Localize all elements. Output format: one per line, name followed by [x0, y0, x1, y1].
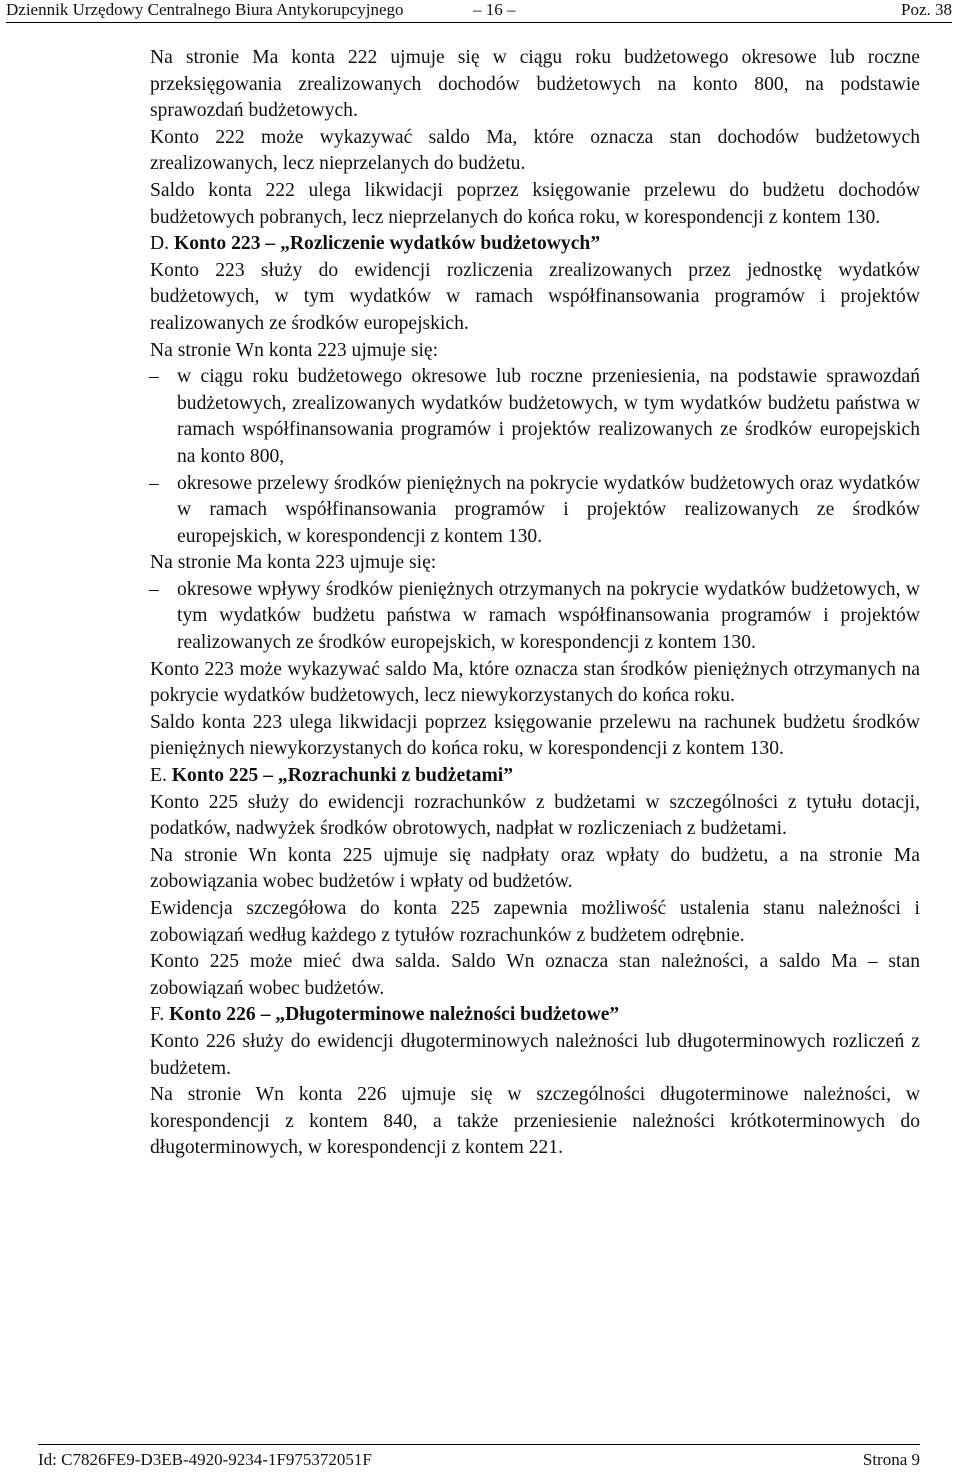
list-item-text: w ciągu roku budżetowego okresowe lub roczne przeniesienia, na podstawie sprawozdań budżetowych, zrealizowanych wydatków budżetowych, w tym wydatków budżetu państwa w ramach współfinansowania programów i projektów realizowanych ze środków europejskich na konto 800,: [177, 366, 920, 467]
paragraph: Na stronie Ma konta 222 ujmuje się w ciągu roku budżetowego okresowe lub roczne przeksięgowania zrealizowanych dochodów budżetowych na konto 800, na podstawie sprawozdań budżetowych.: [150, 47, 920, 122]
page-number: – 16 –: [473, 0, 516, 19]
list-item-text: okresowe przelewy środków pieniężnych na pokrycie wydatków budżetowych oraz wydatków w ramach współfinansowania programów i projektów realizowanych ze środków europejskich, w korespondencji z kontem 130.: [177, 472, 920, 547]
list-item: [150, 471, 920, 551]
paragraph: Saldo konta 222 ulega likwidacji poprzez księgowanie przelewu do budżetu dochodów budżetowych pobranych, lecz nieprzelanych do końca roku, w korespondencji z kontem 130.: [150, 179, 920, 228]
page-header: [6, 0, 952, 23]
list-heading: Na stronie Ma konta 223 ujmuje się:: [150, 552, 437, 574]
page-indicator: Strona 9: [862, 1450, 920, 1469]
section-title: Konto 223 – „Rozliczenie wydatków budżetowych”: [173, 233, 601, 255]
section-letter: E.: [150, 765, 167, 787]
position-number: Poz. 38: [901, 0, 952, 19]
list-marker: –: [149, 366, 159, 388]
section-title: Konto 226 – „Długoterminowe należności budżetowe”: [169, 1004, 620, 1026]
list-item-text: okresowe wpływy środków pieniężnych otrzymanych na pokrycie wydatków budżetowych, w tym wydatków budżetu państwa w ramach współfinansowania programów i projektów realizowanych ze środków europejskich, w korespondencji z kontem 130.: [177, 578, 920, 654]
paragraph: Konto 222 może wykazywać saldo Ma, które oznacza stan dochodów budżetowych zrealizowanych, lecz nieprzelanych do budżetu.: [150, 126, 920, 175]
paragraph: Na stronie Wn konta 226 ujmuje się w szczególności długoterminowe należności, w korespondencji z kontem 840, a także przeniesienie należności krótkoterminowych do długoterminowych, w korespondencji z kontem 221.: [150, 1084, 920, 1159]
paragraph: Konto 225 służy do ewidencji rozrachunków z budżetami w szczególności z tytułu dotacji, podatków, nadwyżek środków obrotowych, nadpłat w rozliczeniach z budżetami.: [150, 791, 920, 840]
paragraph: Saldo konta 223 ulega likwidacji poprzez księgowanie przelewu na rachunek budżetu środków pieniężnych niewykorzystanych do końca roku, w korespondencji z kontem 130.: [150, 711, 920, 760]
journal-title: Dziennik Urzędowy Centralnego Biura Antykorupcyjnego: [6, 0, 404, 19]
section-heading-f: [150, 1002, 920, 1029]
section-title: Konto 225 – „Rozrachunki z budżetami”: [171, 765, 514, 787]
section-letter: D.: [150, 233, 170, 255]
list-item: [150, 364, 920, 470]
document-body: [150, 45, 920, 1162]
paragraph: Konto 223 może wykazywać saldo Ma, które oznacza stan środków pieniężnych otrzymanych na pokrycie wydatków budżetowych, lecz niewykorzystanych do końca roku.: [150, 658, 920, 707]
paragraph: Konto 223 służy do ewidencji rozliczenia zrealizowanych przez jednostkę wydatków budżetowych, w tym wydatków w ramach współfinansowania programów i projektów realizowanych ze środków europejskich.: [150, 259, 920, 334]
list-marker: –: [149, 578, 159, 600]
paragraph: Na stronie Wn konta 225 ujmuje się nadpłaty oraz wpłaty do budżetu, a na stronie Ma zobowiązania wobec budżetów i wpłaty od budżetów.: [150, 844, 920, 893]
page-footer: [38, 1444, 920, 1471]
section-heading-d: [150, 231, 920, 258]
paragraph: Konto 226 służy do ewidencji długoterminowych należności lub długoterminowych rozliczeń z budżetem.: [150, 1030, 920, 1079]
section-heading-e: [150, 763, 920, 790]
document-id: Id: C7826FE9-D3EB-4920-9234-1F975372051F: [38, 1450, 372, 1469]
list-marker: –: [149, 472, 159, 494]
section-letter: F.: [150, 1004, 165, 1026]
list-item: [150, 577, 920, 657]
list-heading: Na stronie Wn konta 223 ujmuje się:: [150, 339, 439, 361]
paragraph: Ewidencja szczegółowa do konta 225 zapewnia możliwość ustalenia stanu należności i zobowiązań według każdego z tytułów rozrachunków z budżetem odrębnie.: [150, 898, 920, 946]
paragraph: Konto 225 może mieć dwa salda. Saldo Wn oznacza stan należności, a saldo Ma – stan zobowiązań wobec budżetów.: [150, 951, 920, 999]
